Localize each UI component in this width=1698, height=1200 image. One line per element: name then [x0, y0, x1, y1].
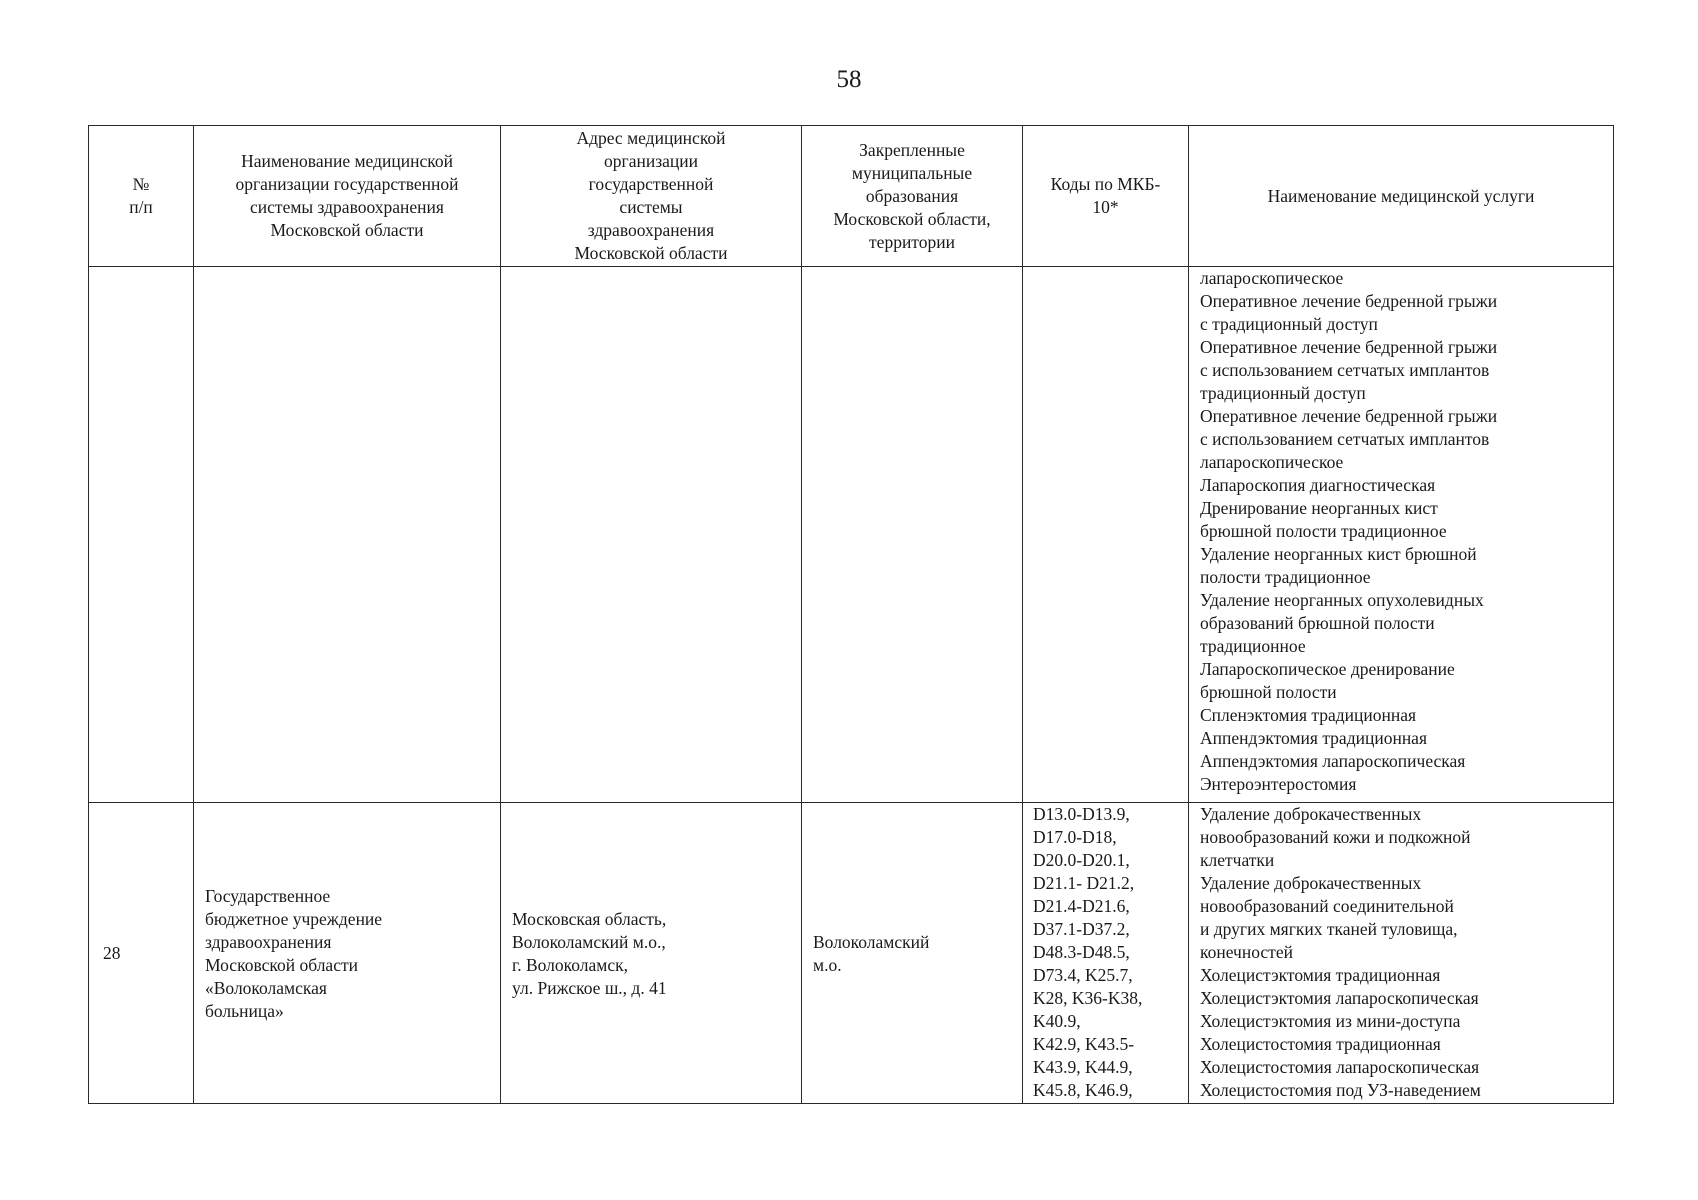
row-number: 28	[103, 942, 121, 963]
service-list-line: клетчатки	[1200, 850, 1275, 870]
service-list-line: Холецистостомия традиционная	[1200, 1034, 1441, 1054]
icd-code-list-line: K43.9, K44.9,	[1033, 1057, 1133, 1077]
cell-organization	[194, 803, 501, 1104]
header-organization	[194, 126, 501, 267]
cell-codes	[1023, 803, 1189, 1104]
header-text-line: Московской области	[574, 243, 728, 263]
header-address	[501, 126, 802, 267]
service-list-line: Удаление неорганных кист брюшной	[1200, 544, 1477, 564]
service-list-line: с использованием сетчатых имплантов	[1200, 360, 1490, 380]
icd-code-list-line: K45.8, K46.9,	[1033, 1080, 1133, 1100]
table-row-28	[89, 803, 1614, 1104]
medical-services-table	[88, 125, 1614, 1104]
service-list-line: и других мягких тканей туловища,	[1200, 919, 1458, 939]
header-text-line: Наименование медицинской	[241, 151, 453, 171]
service-list-line: традиционное	[1200, 636, 1306, 656]
service-list-line: конечностей	[1200, 942, 1293, 962]
service-list-line: Холецистостомия под УЗ-наведением	[1200, 1080, 1481, 1100]
header-text-line: муниципальные	[851, 162, 973, 183]
icd-code-list-line: K42.9, K43.5-	[1033, 1034, 1135, 1054]
service-list-line: Дренирование неорганных кист	[1200, 498, 1438, 518]
cell-organization	[194, 267, 501, 803]
table-row-continuation	[89, 267, 1614, 803]
service-list-line: Оперативное лечение бедренной грыжи	[1200, 406, 1498, 426]
cell-municipality	[802, 267, 1023, 803]
service-list-line: Оперативное лечение бедренной грыжи	[1200, 291, 1498, 311]
header-text-line: Коды по МКБ-	[1050, 174, 1161, 194]
service-list-line: Удаление неорганных опухолевидных	[1200, 590, 1484, 610]
service-list-line: Спленэктомия традиционная	[1200, 705, 1417, 725]
organization-name-line: Московской области	[205, 954, 358, 975]
icd-code-list-line: K40.9,	[1033, 1011, 1081, 1031]
icd-code-list-line: D37.1-D37.2,	[1033, 919, 1130, 939]
icd-code-list-line: D21.1- D21.2,	[1033, 873, 1135, 893]
organization-name-line: «Волоколамская	[205, 977, 327, 998]
icd-code-list-line: D17.0-D18,	[1033, 827, 1117, 847]
municipality-line: м.о.	[813, 954, 842, 975]
organization-name-line: бюджетное учреждение	[205, 908, 383, 929]
header-text-line: Московской области	[270, 220, 424, 240]
header-text-line: п/п	[129, 197, 153, 217]
organization-name-line: здравоохранения	[205, 931, 332, 952]
icd-code-list-line: D13.0-D13.9,	[1033, 804, 1130, 824]
icd-code-list-line: K28, K36-K38,	[1033, 988, 1143, 1008]
service-list	[1189, 803, 1613, 1102]
header-text-line: государственной	[588, 174, 714, 194]
service-list-line: с использованием сетчатых имплантов	[1200, 429, 1490, 449]
service-list-line: Аппендэктомия лапароскопическая	[1200, 751, 1466, 771]
cell-number	[89, 803, 194, 1104]
header-text-line: Наименование медицинской услуги	[1267, 185, 1535, 206]
icd-code-list-line: D73.4, K25.7,	[1033, 965, 1133, 985]
service-list-line: Лапароскопическое дренирование	[1200, 659, 1455, 679]
service-list-line: Аппендэктомия традиционная	[1200, 728, 1427, 748]
service-list-line: с традиционный доступ	[1200, 314, 1378, 334]
header-text-line: территории	[869, 231, 955, 252]
cell-municipality	[802, 803, 1023, 1104]
page-number: 58	[836, 66, 862, 93]
icd-code-list-line: D20.0-D20.1,	[1033, 850, 1130, 870]
service-list-line: Удаление доброкачественных	[1200, 804, 1422, 824]
service-list-line: Холецистэктомия традиционная	[1200, 965, 1441, 985]
service-list-line: Оперативное лечение бедренной грыжи	[1200, 337, 1498, 357]
organization-name-line: Государственное	[205, 885, 331, 906]
header-service-name	[1189, 126, 1614, 267]
service-list-line: Холецистэктомия из мини-доступа	[1200, 1011, 1461, 1031]
service-list-line: Холецистостомия лапароскопическая	[1200, 1057, 1480, 1077]
organization-address	[501, 907, 801, 1000]
service-list-line: Холецистэктомия лапароскопическая	[1200, 988, 1479, 1008]
header-text-line: образования	[865, 185, 959, 206]
service-list	[1189, 267, 1613, 796]
header-text-line: 10*	[1092, 197, 1119, 217]
municipality	[802, 930, 1022, 977]
service-list-line: новообразований соединительной	[1200, 896, 1454, 916]
icd-code-list	[1023, 803, 1188, 1102]
organization-name-line: больница»	[205, 1000, 284, 1021]
header-text-line: Закрепленные	[859, 139, 965, 160]
service-list-line: лапароскопическое	[1200, 268, 1344, 288]
service-list-line: брюшной полости традиционное	[1200, 521, 1447, 541]
icd-code-list-line: D48.3-D48.5,	[1033, 942, 1130, 962]
service-list-line: Удаление доброкачественных	[1200, 873, 1422, 893]
municipality-line: Волоколамский	[813, 931, 930, 952]
header-icd-codes	[1023, 126, 1189, 267]
cell-services	[1189, 267, 1614, 803]
header-municipality	[802, 126, 1023, 267]
organization-address-line: Московская область,	[512, 908, 667, 929]
header-text-line: здравоохранения	[587, 220, 715, 240]
cell-number	[89, 267, 194, 803]
header-text-line: системы здравоохранения	[250, 197, 444, 217]
cell-services	[1189, 803, 1614, 1104]
header-text-line: организации государственной	[235, 174, 459, 194]
service-list-line: Лапароскопия диагностическая	[1200, 475, 1436, 495]
header-text-line: Адрес медицинской	[576, 128, 726, 148]
header-text-line: Московской области,	[833, 208, 991, 229]
service-list-line: традиционный доступ	[1200, 383, 1366, 403]
service-list-line: брюшной полости	[1200, 682, 1337, 702]
service-list-line: лапароскопическое	[1200, 452, 1344, 472]
cell-address	[501, 803, 802, 1104]
header-text-line: №	[132, 174, 150, 194]
icd-code-list-line: D21.4-D21.6,	[1033, 896, 1130, 916]
table-header-row	[89, 126, 1614, 267]
service-list-line: Энтероэнтеростомия	[1200, 774, 1357, 794]
cell-codes	[1023, 267, 1189, 803]
header-number	[89, 126, 194, 267]
cell-address	[501, 267, 802, 803]
service-list-line: полости традиционное	[1200, 567, 1371, 587]
organization-name	[194, 884, 500, 1023]
organization-address-line: г. Волоколамск,	[512, 954, 628, 975]
header-text-line: организации	[604, 151, 698, 171]
header-text-line: системы	[619, 197, 683, 217]
service-list-line: образований брюшной полости	[1200, 613, 1435, 633]
organization-address-line: ул. Рижское ш., д. 41	[512, 977, 667, 998]
service-list-line: новообразований кожи и подкожной	[1200, 827, 1471, 847]
organization-address-line: Волоколамский м.о.,	[512, 931, 666, 952]
